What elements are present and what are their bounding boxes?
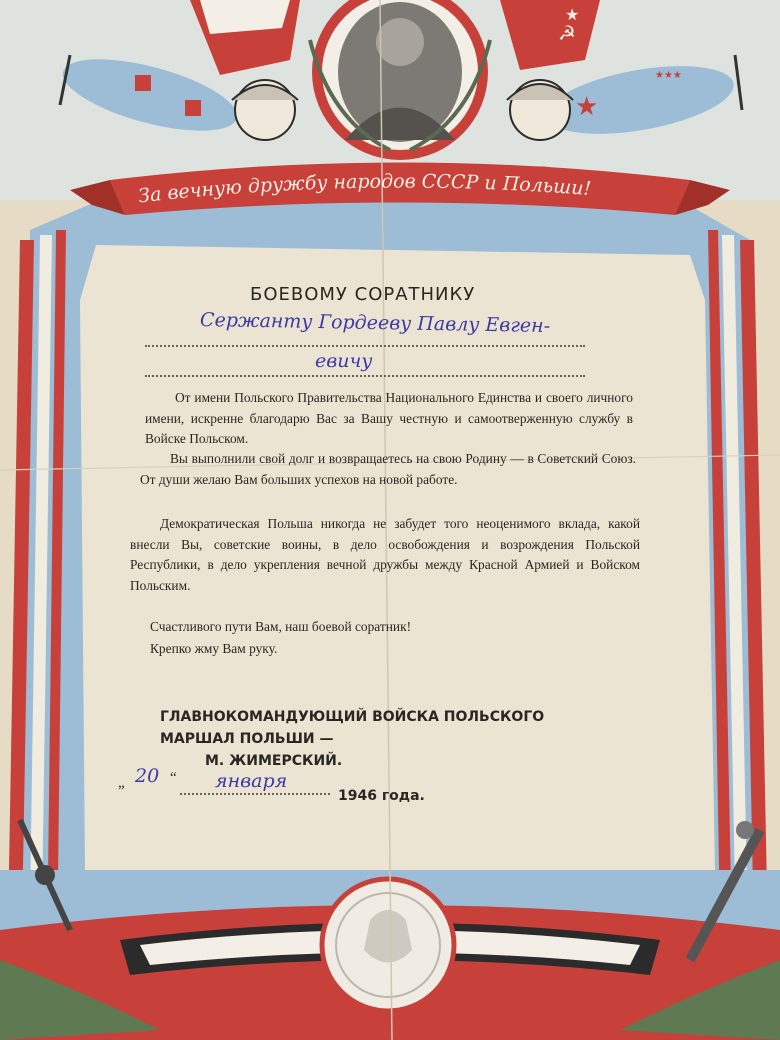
svg-text:★★★: ★★★ [655,70,682,81]
date-close-quote: “ [170,770,177,786]
dotted-line-1 [145,344,585,347]
svg-text:★: ★ [565,5,580,24]
body-paragraph-2: Вы выполнили свой долг и возвращаетесь на свою Родину — в Советский Союз. От души желаю Вам больших успехов на новой работе. [140,451,636,487]
recipient-name-line2: евичу [315,350,373,372]
signature-name: М. ЖИМЕРСКИЙ. [205,753,343,769]
date-dotted-line [180,792,330,795]
date-month: января [215,770,288,792]
certificate-heading: БОЕВОМУ СОРАТНИКУ [250,284,476,305]
svg-text:★: ★ [575,92,599,122]
signature-rank: МАРШАЛ ПОЛЬШИ — [160,731,334,747]
signature-title: ГЛАВНОКОМАНДУЮЩИЙ ВОЙСКА ПОЛЬСКОГО [160,709,545,725]
body-paragraph-4: Счастливого пути Вам, наш боевой соратник! [150,619,412,634]
dotted-line-2 [145,374,585,377]
date-day: 20 [135,765,160,787]
svg-text:☭: ☭ [558,21,576,45]
date-open-quote: „ [118,775,125,791]
body-paragraph-3: Демократическая Польша никогда не забудет того неоценимого вклада, какой внесли Вы, советские воины, в дело освобождения и возрождения Польской Республики, в дело укрепления вечной дружбы между Красной Армией и Войском Польским. [130,516,640,593]
date-year: 1946 года. [338,788,425,804]
recipient-name-line1: Сержанту Гордееву Павлу Евген- [199,308,551,338]
body-paragraph-1: От имени Польского Правительства Национального Единства и своего личного имени, искренне благодарю Вас за Вашу честную и самоотверженную службу в Войске Польском. [145,390,633,447]
banner-slogan: За вечную дружбу народов СССР и Польши! [137,170,592,208]
body-paragraph-5: Крепко жму Вам руку. [150,641,278,656]
